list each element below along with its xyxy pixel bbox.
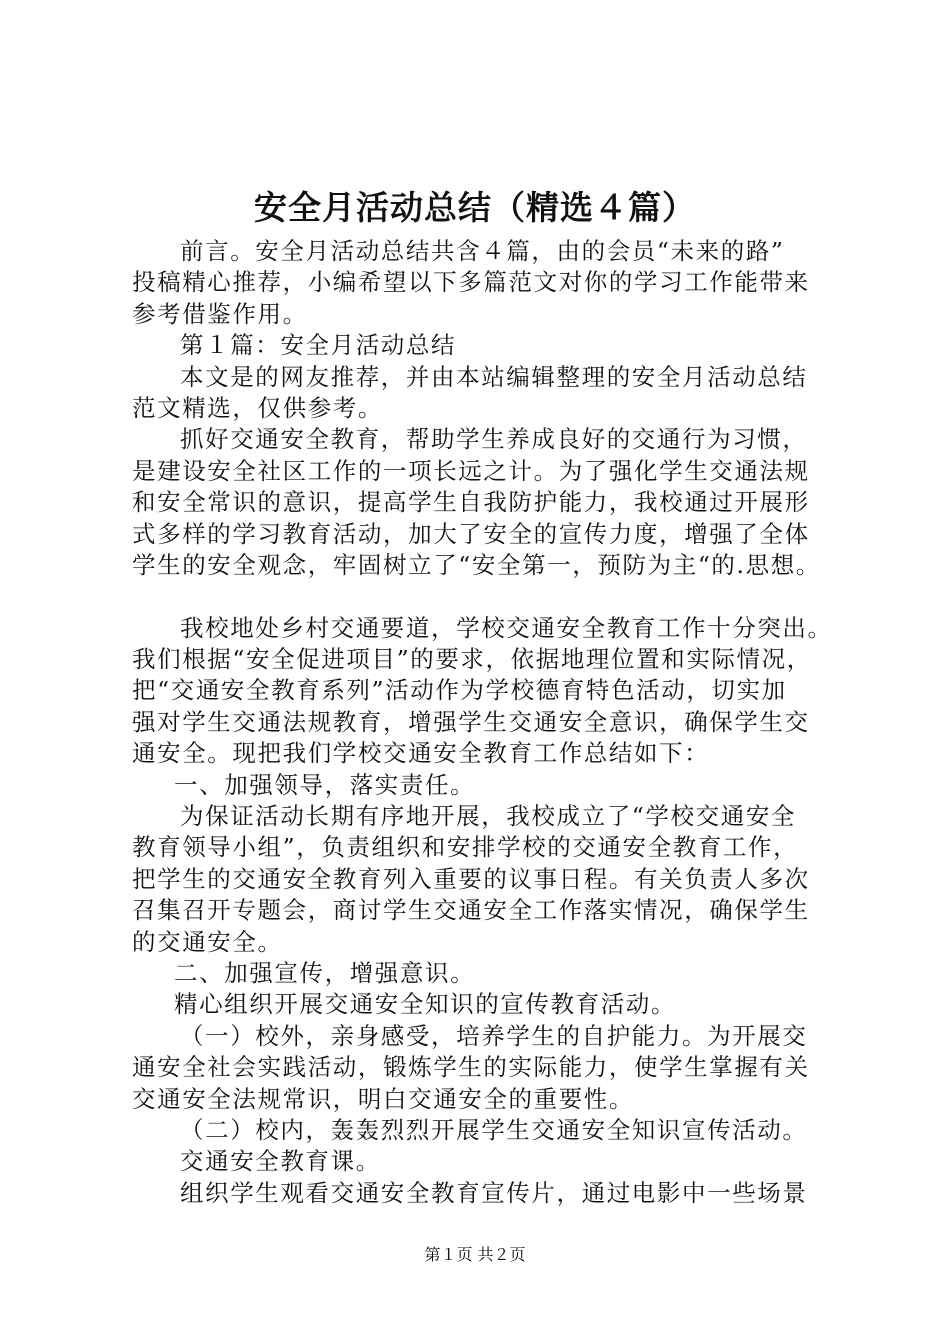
paragraph-line: 的交通安全。 [132,927,283,956]
paragraph-line: 召集召开专题会，商讨学生交通安全工作落实情况，确保学生 [132,896,810,925]
paragraph-line: 前言。安全月活动总结共含４篇，由的会员“未来的路” [180,237,785,265]
paragraph-line: 教育领导小组”，负责组织和安排学校的交通安全教育工作， [132,833,799,862]
document-body [132,236,832,1209]
paragraph-line: 把“交通安全教育系列”活动作为学校德育特色活动，切实加 [132,676,787,705]
paragraph-line: 把学生的交通安全教育列入重要的议事日程。有关负责人多次 [132,864,810,893]
paragraph-line: 我校地处乡村交通要道，学校交通安全教育工作十分突出。 [180,613,833,642]
paragraph-line: 通安全。现把我们学校交通安全教育工作总结如下： [132,739,710,768]
paragraph-line: 通安全社会实践活动，锻炼学生的实际能力，使学生掌握有关 [132,1053,810,1082]
paragraph-line: 组织学生观看交通安全教育宣传片，通过电影中一些场景 [180,1178,808,1207]
page-number-footer: 第１页 共２页 [424,1245,526,1264]
paragraph-line: 和安全常识的意识，提高学生自我防护能力，我校通过开展形 [132,488,810,517]
document-title: 安全月活动总结（精选４篇） [254,188,696,227]
paragraph-line: 是建设安全社区工作的一项长远之计。为了强化学生交通法规 [132,456,810,485]
paragraph-line: 学生的安全观念，牢固树立了“安全第一，预防为主“的.思想。 [132,550,821,579]
section-heading: 二、加强宣传，增强意识。 [174,958,476,987]
paragraph-line: 交通安全教育课。 [180,1147,381,1176]
paragraph-line: 抓好交通安全教育，帮助学生养成良好的交通行为习惯， [180,425,808,454]
paragraph-line: 参考借鉴作用。 [132,299,308,328]
paragraph-line: 投稿精心推荐，小编希望以下多篇范文对你的学习工作能带来 [132,268,810,297]
section-heading: 第１篇：安全月活动总结 [180,331,457,360]
paragraph-line: （二）校内，轰轰烈烈开展学生交通安全知识宣传活动。 [180,1115,808,1144]
paragraph-line: 式多样的学习教育活动，加大了安全的宣传力度，增强了全体 [132,519,810,548]
paragraph-line: 我们根据“安全促进项目”的要求，依据地理位置和实际情况， [132,645,812,674]
paragraph-line: 精心组织开展交通安全知识的宣传教育活动。 [174,990,676,1019]
paragraph-line: 交通安全法规常识，明白交通安全的重要性。 [132,1084,634,1113]
paragraph-gap [132,581,832,612]
section-heading: 一、加强领导，落实责任。 [174,770,476,799]
paragraph-line: 范文精选，仅供参考。 [132,393,383,422]
paragraph-line: 为保证活动长期有序地开展，我校成立了“学校交通安全 [180,802,797,831]
paragraph-line: （一）校外，亲身感受，培养学生的自护能力。为开展交 [180,1021,808,1050]
paragraph-line: 本文是的网友推荐，并由本站编辑整理的安全月活动总结 [180,362,808,391]
paragraph-line: 强对学生交通法规教育，增强学生交通安全意识，确保学生交 [132,707,810,736]
